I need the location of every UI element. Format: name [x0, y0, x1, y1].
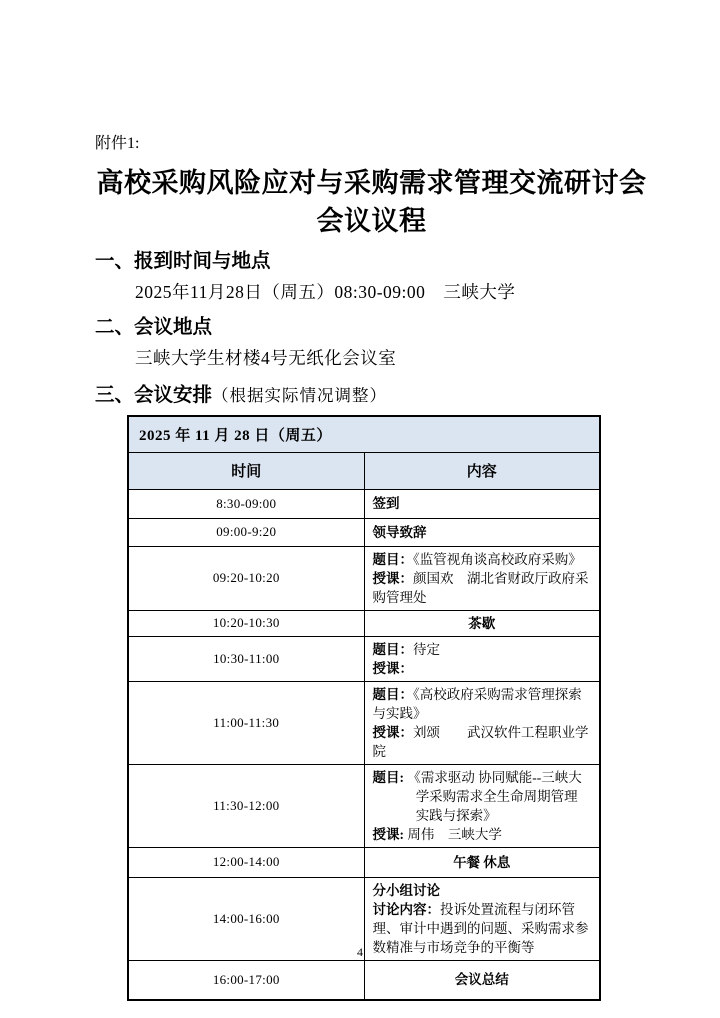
table-row	[128, 681, 600, 764]
content-cell	[364, 610, 600, 636]
content-line	[373, 640, 592, 659]
content-label: 午餐 休息	[453, 854, 511, 870]
document-title	[95, 164, 648, 240]
table-column-header-row	[128, 452, 600, 489]
content-line	[373, 685, 592, 723]
table-row	[128, 764, 600, 847]
content-label: 会议总结	[454, 972, 509, 988]
time-cell: 10:30-11:00	[128, 636, 364, 681]
content-cell	[364, 681, 600, 764]
table-row	[128, 636, 600, 681]
content-text: 颜国欢 湖北省财政厅政府采购管理处	[372, 570, 589, 605]
content-label: 领导致辞	[372, 524, 427, 540]
section-heading-1: 一、报到时间与地点	[95, 250, 271, 272]
time-cell: 16:00-17:00	[128, 960, 364, 1000]
content-line	[373, 768, 592, 825]
content-label: 题目：	[372, 641, 413, 657]
content-label: 授课：	[372, 724, 413, 740]
time-cell: 09:00-9:20	[128, 518, 364, 546]
content-label: 分小组讨论	[372, 882, 440, 898]
content-label: 签到	[372, 496, 400, 511]
content-column-header: 内容	[364, 452, 600, 489]
content-text: 周伟 三峡大学	[404, 826, 502, 842]
agenda-table	[127, 415, 601, 1001]
content-line	[373, 659, 592, 678]
content-text: 《监管视角谈高校政府采购》	[413, 551, 582, 567]
table-row	[128, 518, 600, 546]
content-line	[373, 723, 592, 761]
content-line	[373, 569, 592, 607]
time-cell: 12:00-14:00	[128, 847, 364, 877]
content-label: 授课:	[372, 826, 404, 842]
content-text: 刘颂 武汉软件工程职业学院	[372, 724, 589, 759]
time-cell: 8:30-09:00	[128, 489, 364, 518]
time-cell: 09:20-10:20	[128, 546, 364, 610]
time-cell: 10:20-10:30	[128, 610, 364, 636]
content-line	[373, 970, 592, 989]
table-date-header-row	[128, 416, 600, 452]
content-line	[373, 523, 592, 542]
content-text: 《高校政府采购需求管理探索与实践》	[372, 686, 582, 721]
content-line	[373, 881, 592, 900]
content-label: 讨论内容：	[372, 901, 440, 917]
content-cell	[364, 546, 600, 610]
content-text: 《需求驱动 协同赋能--三峡大学采购需求全生命周期管理实践与探索》	[404, 769, 582, 823]
section-heading-2: 二、会议地点	[95, 316, 213, 338]
content-label: 题目：	[372, 686, 413, 702]
agenda-table-body	[128, 489, 600, 1000]
content-label: 授课：	[372, 660, 413, 676]
title-line-2: 会议议程	[316, 206, 427, 236]
section-body-1: 2025年11月28日（周五）08:30-09:00 三峡大学	[135, 282, 516, 302]
time-cell: 11:00-11:30	[128, 681, 364, 764]
table-row	[128, 546, 600, 610]
content-label: 题目:	[372, 769, 404, 785]
title-line-1: 高校采购风险应对与采购需求管理交流研讨会	[96, 168, 647, 198]
content-label: 授课：	[372, 570, 413, 586]
time-column-header: 时间	[128, 452, 364, 489]
content-cell	[364, 518, 600, 546]
section-heading-3-note: （根据实际情况调整）	[212, 386, 388, 405]
content-line	[373, 550, 592, 569]
content-line	[373, 494, 592, 513]
content-line	[373, 853, 592, 872]
content-cell	[364, 764, 600, 847]
content-label: 题目：	[372, 551, 413, 567]
table-row	[128, 610, 600, 636]
section-heading-3	[95, 382, 648, 409]
content-text: 待定	[413, 641, 440, 657]
section-heading-3-label: 三、会议安排	[95, 384, 213, 406]
content-cell	[364, 636, 600, 681]
table-row	[128, 489, 600, 518]
content-label: 茶歇	[468, 615, 496, 631]
time-cell: 11:30-12:00	[128, 764, 364, 847]
date-header-cell: 2025 年 11 月 28 日（周五）	[128, 416, 600, 452]
time-cell: 14:00-16:00	[128, 877, 364, 960]
table-row	[128, 847, 600, 877]
attachment-label: 附件1:	[95, 135, 140, 152]
content-line	[373, 825, 592, 844]
content-cell	[364, 960, 600, 1000]
content-cell	[364, 847, 600, 877]
table-row	[128, 960, 600, 1000]
content-text: 投诉处置流程与闭环管理、审计中遇到的问题、采购需求参数精准与市场竞争的平衡等	[372, 901, 589, 955]
content-cell	[364, 489, 600, 518]
section-body-2: 三峡大学生材楼4号无纸化会议室	[135, 348, 397, 368]
page-number: 4	[357, 945, 363, 959]
content-line	[373, 614, 592, 633]
